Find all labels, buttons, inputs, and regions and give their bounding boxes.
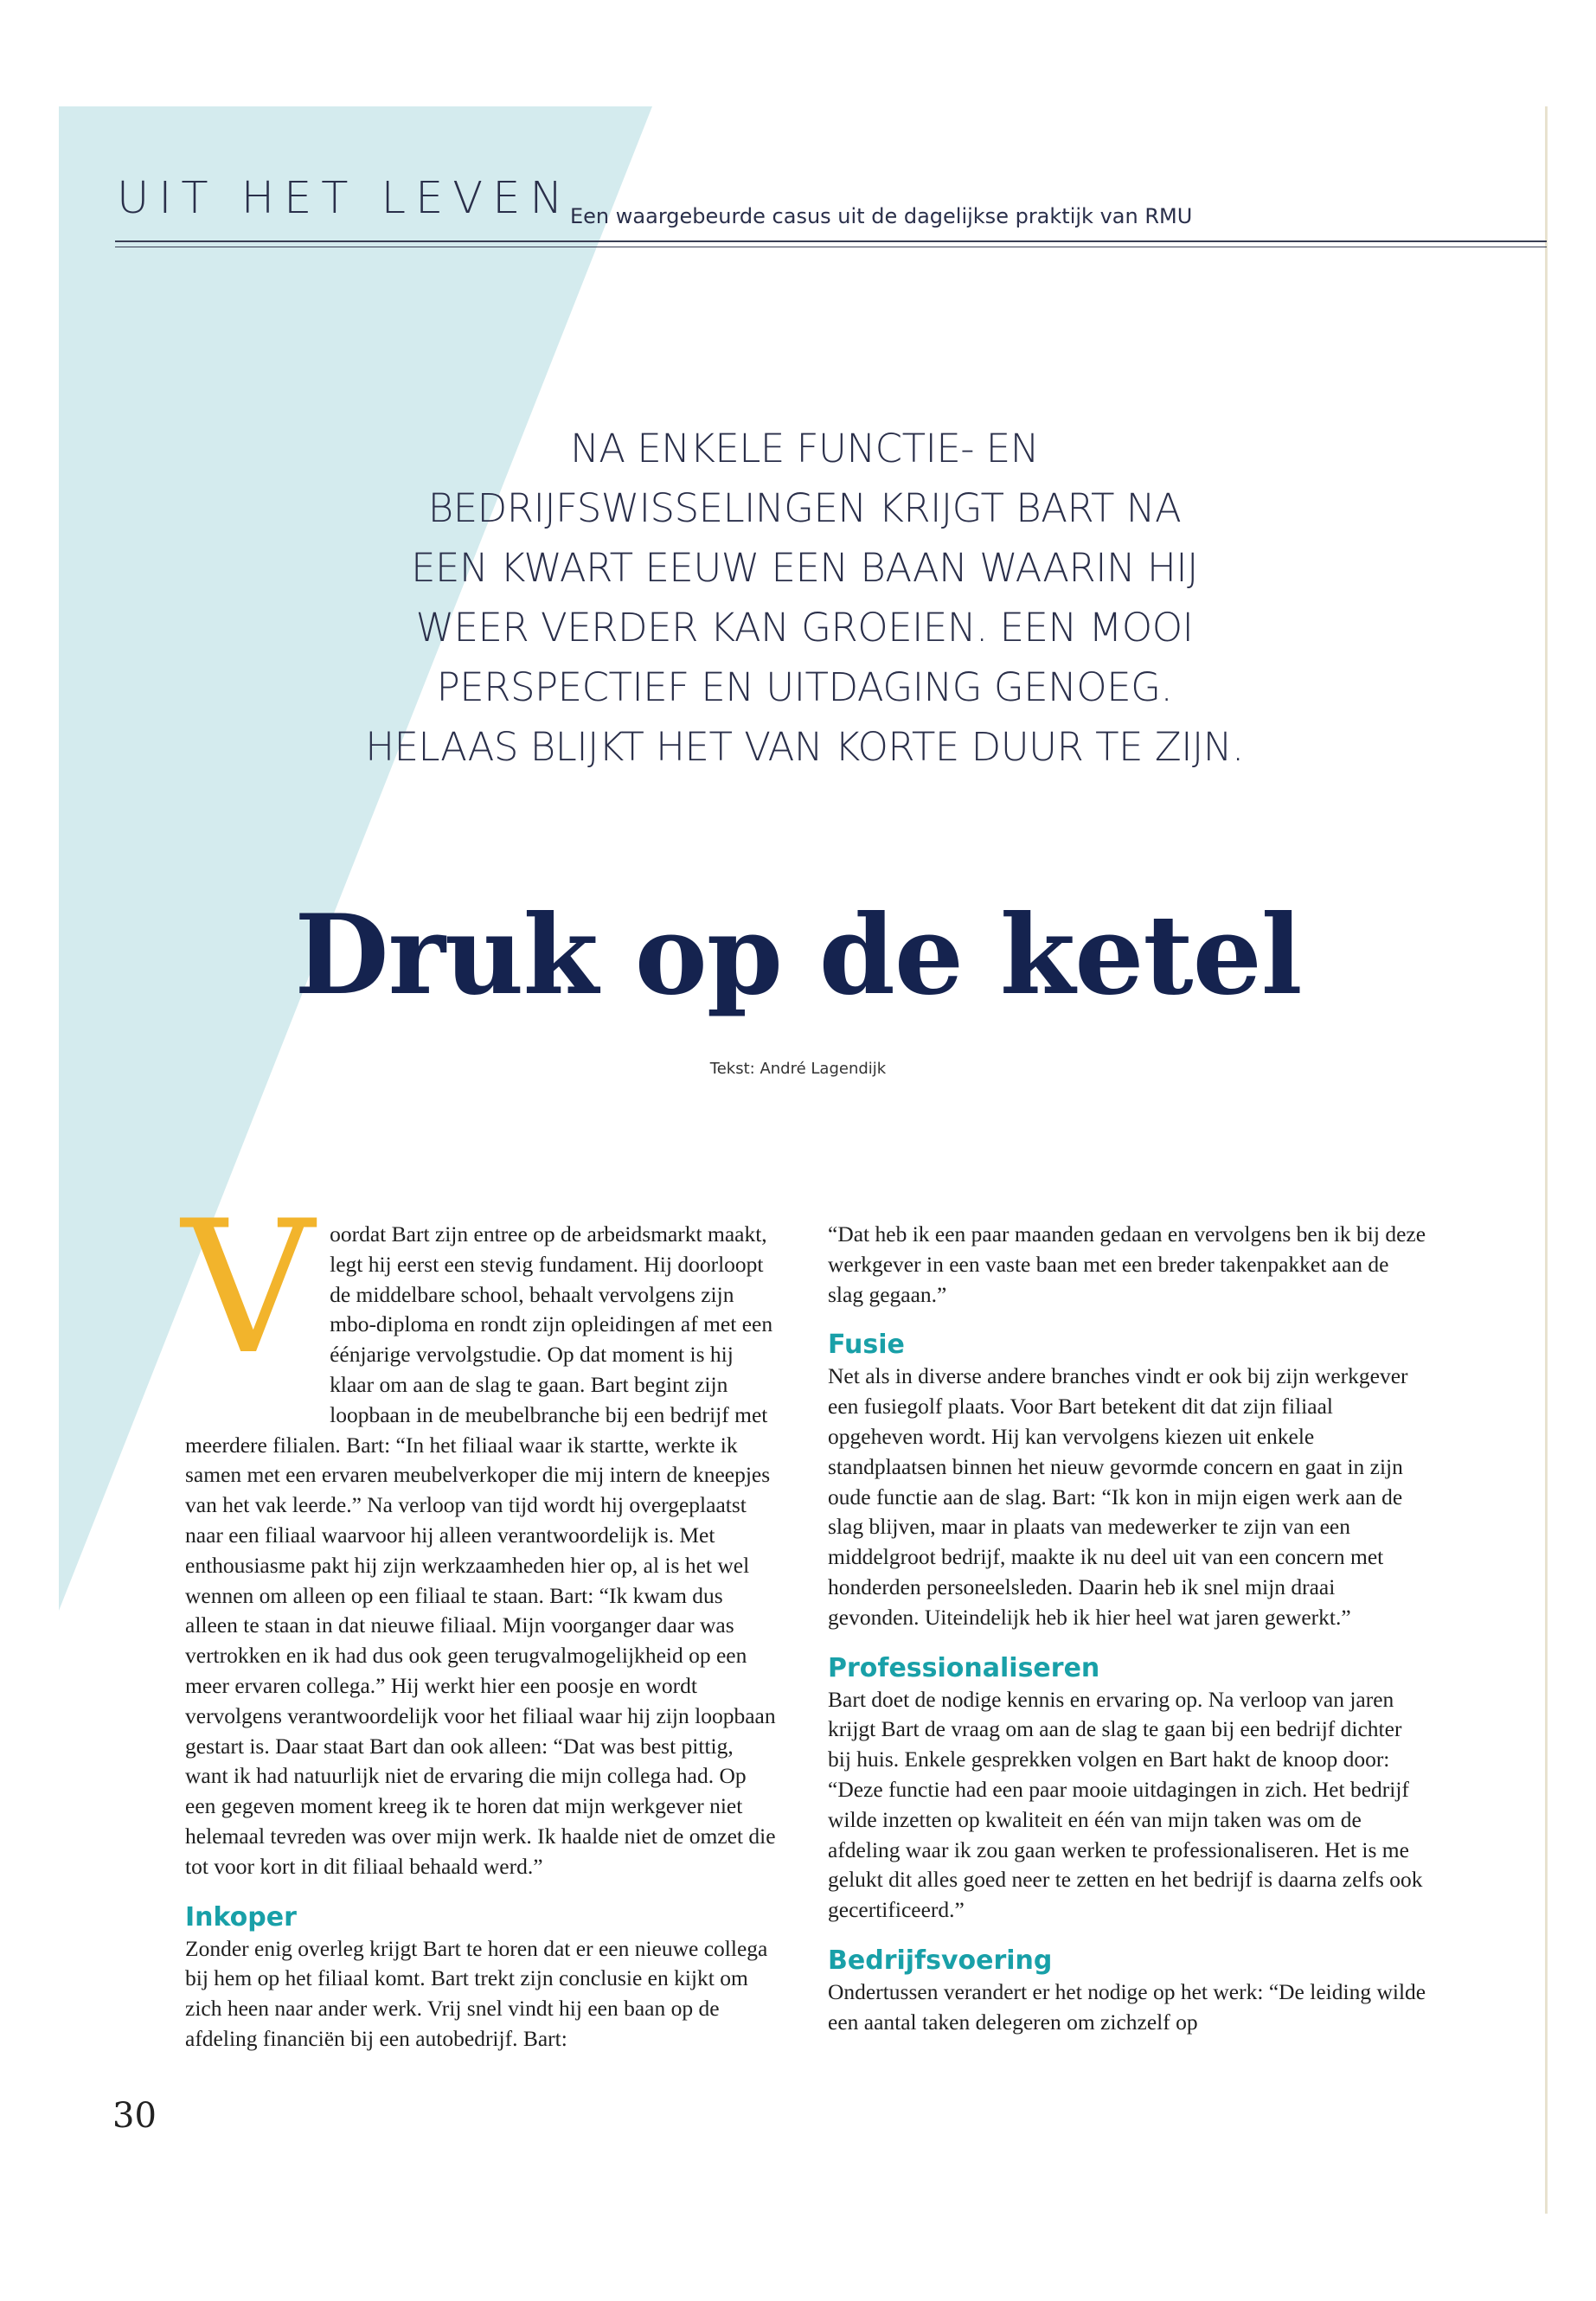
drop-cap: V [182,1181,315,1394]
article-column-right [828,1220,1429,2038]
intro-line: EEN KWART EEUW EEN BAAN WAARIN HIJ [411,545,1198,591]
intro-line: BEDRIJFSWISSELINGEN KRIJGT BART NA [427,485,1182,531]
intro-line: HELAAS BLIJKT HET VAN KORTE DUUR TE ZIJN. [365,724,1244,770]
heading-bedrijfsvoering: Bedrijfsvoering [828,1945,1053,1976]
paragraph-bedrijfsvoering: Ondertussen verandert er het nodige op het werk: “De leiding wilde een aantal taken delegeren om zichzelf op [828,1978,1426,2035]
section-subtitle: Een waargebeurde casus uit de dagelijkse praktijk van RMU [570,204,1193,228]
article-title: Druk op de ketel [294,891,1302,1019]
intro-line: NA ENKELE FUNCTIE- EN [570,426,1039,471]
paragraph-continued: “Dat heb ik een paar maanden gedaan en vervolgens ben ik bij deze werkgever in een vaste baan met een breder takenpakket aan de slag gegaan.” [828,1221,1426,1307]
heading-inkoper: Inkoper [185,1901,297,1932]
article-column-left [182,1181,778,2054]
page-number: 30 [112,2096,157,2136]
paragraph-inkoper: Zonder enig overleg krijgt Bart te horen dat er een nieuwe collega bij hem op het filiaal komt. Bart trekt zijn conclusie en kijkt om zich heen naar ander werk. Vrij snel vindt hij een baan op de afdeling financiën bij een autobedrijf. Bart: [185,1935,768,2051]
intro-lead [260,419,1349,777]
intro-line: PERSPECTIEF EN UITDAGING GENOEG. [436,664,1173,710]
header-rule [115,240,1547,242]
heading-fusie: Fusie [828,1330,905,1361]
heading-professionaliseren: Professionaliseren [828,1652,1100,1683]
page-edge-rule [1545,106,1548,2214]
byline: Tekst: André Lagendijk [709,1060,887,1078]
intro-line: WEER VERDER KAN GROEIEN. EEN MOOI [415,605,1194,651]
opening-text: oordat Bart zijn entree op de arbeidsmarkt maakt, legt hij eerst een stevig fundament. Hij doorloopt de middelbare school, behaalt vervolgens zijn mbo-diploma en rondt zijn opleidingen af met een éénjarige vervolgstudie. Op dat moment is hij klaar om aan de slag te gaan. Bart begint zijn loopbaan in de meubelbranche bij een bedrijf met meerdere filialen. Bart: “In het filiaal waar ik startte, werkte ik samen met een ervaren meubelverkoper die mij intern de kneepjes van het vak leerde.” Na verloop van tijd wordt hij overgeplaatst naar een filiaal waarvoor hij alleen verantwoordelijk is. Met enthousiasme pakt hij zijn werkzaamheden hier op, al is het wel wennen om alleen op een filiaal te staan. Bart: “Ik kwam dus alleen te staan in dat nieuwe filiaal. Mijn voorganger daar was vertrokken en ik had dus ook geen terugvalmogelijkheid op een meer ervaren collega.” Hij werkt hier een poosje en wordt vervolgens verantwoordelijk voor het filiaal waar hij zijn loopbaan gestart is. Daar staat Bart dan ook alleen: “Dat was best pittig, want ik had natuurlijk niet de ervaring die mijn collega had. Op een gegeven moment kreeg ik te horen dat mijn werkgever niet helemaal tevreden was over mijn werk. Ik haalde niet de omzet die tot voor kort in dit filiaal behaald werd.” [185,1221,776,1879]
section-label: UIT HET LEVEN [117,173,573,224]
paragraph-professionaliseren: Bart doet de nodige kennis en ervaring op. Na verloop van jaren krijgt Bart de vraag om aan de slag te gaan bij een bedrijf dichter bij huis. Enkele gesprekken volgen en Bart hakt de knoop door: “Deze functie had een paar mooie uitdagingen in zich. Het bedrijf wilde inzetten op kwaliteit en één van mijn taken was om de afdeling waar ik zou gaan werken te professionaliseren. Het is me gelukt dit alles goed neer te zetten en het bedrijf is daarna zelfs ook gecertificeerd.” [828,1686,1423,1923]
paragraph-fusie: Net als in diverse andere branches vindt er ook bij zijn werkgever een fusiegolf plaats. Voor Bart betekent dit dat zijn filiaal opgeheven wordt. Hij kan vervolgens kiezen uit enkele standplaatsen binnen het nieuw gevormde concern en gaat in zijn oude functie aan de slag. Bart: “Ik kon in mijn eigen werk aan de slag blijven, maar in plaats van medewerker te zijn van een middelgroot bedrijf, maakte ik nu deel uit van een concern met honderden personeelsleden. Daarin heb ik snel mijn draai gevonden. Uiteindelijk heb ik hier heel wat jaren gewerkt.” [828,1363,1408,1630]
opening-paragraph [182,1181,778,1882]
